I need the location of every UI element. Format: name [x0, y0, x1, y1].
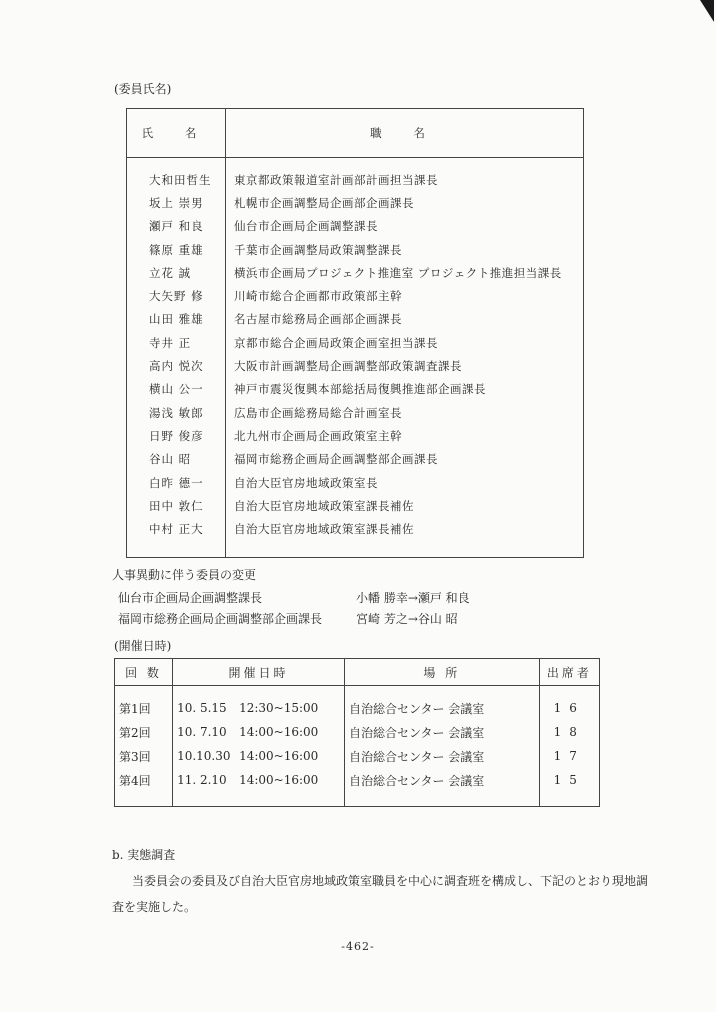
meetings-table	[114, 658, 600, 807]
personnel-changes	[112, 566, 612, 631]
member-title: 北九州市企画局企画政策室主幹	[234, 428, 402, 443]
tail-cell	[173, 792, 345, 807]
member-row	[127, 424, 584, 447]
members-table-header	[127, 109, 584, 158]
meeting-place: 自治総合センター 会議室	[344, 696, 539, 720]
personnel-changes-heading: 人事異動に伴う委員の変更	[112, 568, 257, 582]
survey-heading: b. 実態調査	[112, 848, 176, 862]
survey-section	[112, 842, 652, 920]
meeting-date: 10. 5.15	[177, 701, 227, 715]
member-title: 自治大臣官房地域政策室長	[234, 475, 378, 490]
member-title: 横浜市企画局プロジェクト推進室 プロジェクト推進担当課長	[234, 265, 562, 280]
meeting-time: 12:30~15:00	[239, 701, 319, 715]
member-name: 大和田哲生	[127, 168, 226, 191]
member-row	[127, 517, 584, 540]
meeting-round: 第1回	[115, 696, 173, 720]
member-title: 自治大臣官房地域政策室課長補佐	[234, 522, 414, 537]
meeting-round: 第4回	[115, 768, 173, 792]
personnel-changes-list	[112, 589, 612, 631]
member-title: 仙台市企画局企画調整課長	[234, 219, 378, 234]
members-table	[126, 108, 584, 558]
member-name: 坂上 崇男	[127, 191, 226, 214]
page-number: -462-	[341, 940, 375, 953]
member-name: 白昨 德一	[127, 471, 226, 494]
member-title: 東京都政策報道室計画部計画担当課長	[234, 172, 438, 187]
member-title: 京都市総合企画局政策企画室担当課長	[234, 335, 438, 350]
personnel-change	[112, 589, 612, 610]
member-name: 高内 悦次	[127, 354, 226, 377]
meeting-place: 自治総合センター 会議室	[344, 744, 539, 768]
member-name: 中村 正大	[127, 517, 226, 540]
header-round: 回 数	[115, 659, 173, 686]
member-title: 福岡市総務企画局企画調整部企画課長	[234, 452, 438, 467]
member-title: 広島市企画総務局総合計画室長	[234, 405, 402, 420]
change-names: 宮崎 芳之→谷山 昭	[356, 612, 458, 626]
members-table-body	[127, 158, 584, 558]
meetings-heading: (開催日時)	[114, 639, 172, 653]
spacer-cell	[127, 158, 226, 169]
meeting-time: 14:00~16:00	[239, 725, 319, 739]
spacer-cell	[173, 686, 345, 697]
member-row	[127, 331, 584, 354]
meeting-datetime	[173, 696, 345, 720]
change-names: 小幡 勝幸→瀬戸 和良	[356, 591, 470, 605]
member-row	[127, 191, 584, 214]
meeting-date: 10.10.30	[177, 749, 231, 763]
meeting-place: 自治総合センター 会議室	[344, 768, 539, 792]
spacer-cell	[344, 686, 539, 697]
member-row	[127, 215, 584, 238]
meeting-attendees: 15	[539, 768, 599, 792]
meetings-table-header	[115, 659, 600, 686]
change-post: 福岡市総務企画局企画調整部企画課長	[118, 612, 323, 626]
meeting-attendees: 18	[539, 720, 599, 744]
meeting-date: 11. 2.10	[177, 773, 227, 787]
corner-mark	[700, 0, 714, 22]
header-name: 氏 名	[127, 109, 226, 158]
member-title: 大阪市計画調整局企画調整部政策調査課長	[234, 359, 462, 374]
member-title: 名古屋市総務局企画部企画課長	[234, 312, 402, 327]
meeting-row	[115, 720, 600, 744]
header-place: 場 所	[344, 659, 539, 686]
member-title: 自治大臣官房地域政策室課長補佐	[234, 498, 414, 513]
meeting-datetime	[173, 768, 345, 792]
member-name: 横山 公一	[127, 378, 226, 401]
spacer-cell	[115, 686, 173, 697]
header-title: 職 名	[226, 109, 584, 158]
member-row	[127, 238, 584, 261]
tail-cell	[115, 792, 173, 807]
member-name: 谷山 昭	[127, 448, 226, 471]
member-row	[127, 448, 584, 471]
tail-cell	[344, 792, 539, 807]
member-row	[127, 401, 584, 424]
member-row	[127, 378, 584, 401]
member-title: 千葉市企画調整局政策調整課長	[234, 242, 402, 257]
tail-cell	[226, 541, 584, 558]
meeting-datetime	[173, 720, 345, 744]
meeting-attendees: 17	[539, 744, 599, 768]
member-name: 山田 雅雄	[127, 308, 226, 331]
meeting-round: 第3回	[115, 744, 173, 768]
meeting-datetime	[173, 744, 345, 768]
spacer-cell	[539, 686, 599, 697]
member-row	[127, 308, 584, 331]
member-name: 寺井 正	[127, 331, 226, 354]
spacer-cell	[226, 158, 584, 169]
member-title: 川崎市総合企画都市政策部主幹	[234, 289, 402, 304]
member-name: 田中 敦仁	[127, 494, 226, 517]
meeting-attendees: 16	[539, 696, 599, 720]
member-row	[127, 261, 584, 284]
meeting-time: 14:00~16:00	[239, 749, 319, 763]
member-row	[127, 494, 584, 517]
member-name: 瀬戸 和良	[127, 215, 226, 238]
personnel-change	[112, 610, 612, 631]
member-row	[127, 354, 584, 377]
spacer-row	[115, 686, 600, 697]
meeting-round: 第2回	[115, 720, 173, 744]
survey-body: 当委員会の委員及び自治大臣官房地域政策室職員を中心に調査班を構成し、下記のとおり現地調査を実施した。	[112, 874, 649, 914]
meeting-row	[115, 744, 600, 768]
member-name: 立花 誠	[127, 261, 226, 284]
change-post: 仙台市企画局企画調整課長	[118, 591, 263, 605]
meeting-date: 10. 7.10	[177, 725, 227, 739]
tail-row	[115, 792, 600, 807]
header-datetime: 開催日時	[173, 659, 345, 686]
meeting-row	[115, 768, 600, 792]
meetings-table-body	[115, 686, 600, 807]
member-name: 篠原 重雄	[127, 238, 226, 261]
meeting-row	[115, 696, 600, 720]
member-row	[127, 168, 584, 191]
tail-cell	[127, 541, 226, 558]
member-title: 札幌市企画調整局企画部企画課長	[234, 195, 414, 210]
member-name: 日野 俊彦	[127, 424, 226, 447]
header-attendees: 出席者	[539, 659, 599, 686]
meeting-time: 14:00~16:00	[239, 773, 319, 787]
members-heading: (委員氏名)	[114, 82, 172, 96]
member-title: 神戸市震災復興本部総括局復興推進部企画課長	[234, 382, 486, 397]
member-row	[127, 284, 584, 307]
tail-row	[127, 541, 584, 558]
tail-cell	[539, 792, 599, 807]
member-name: 大矢野 修	[127, 284, 226, 307]
member-row	[127, 471, 584, 494]
member-name: 湯浅 敏郎	[127, 401, 226, 424]
meeting-place: 自治総合センター 会議室	[344, 720, 539, 744]
spacer-row	[127, 158, 584, 169]
